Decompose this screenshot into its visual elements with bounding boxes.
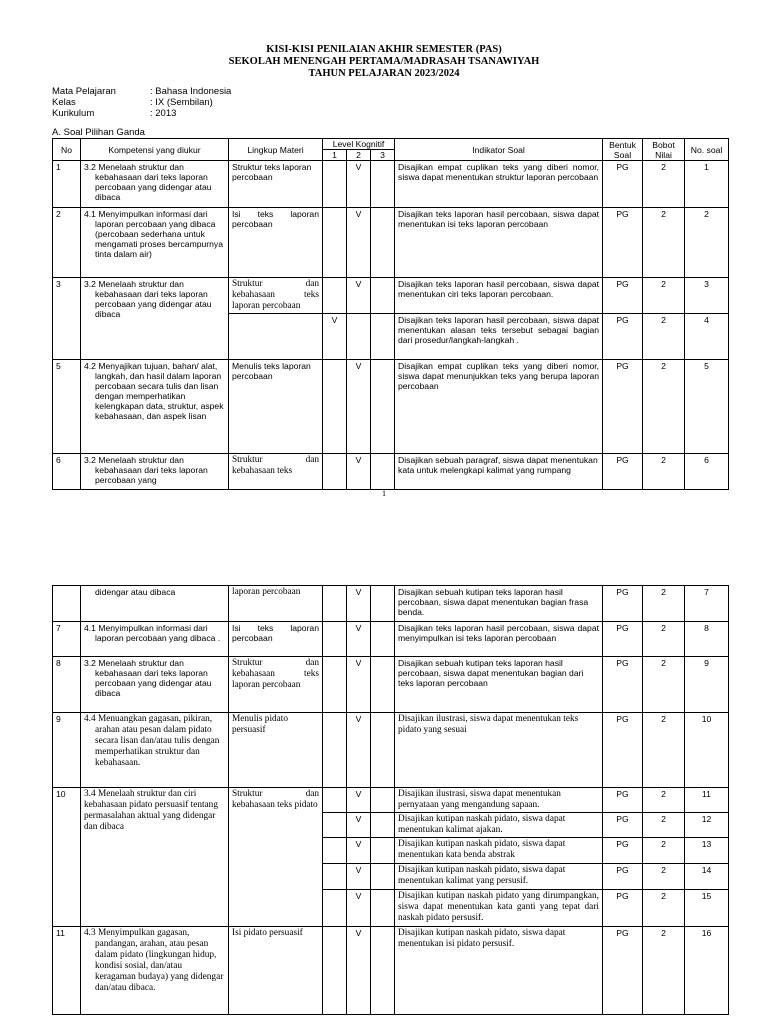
meta-row-class — [52, 97, 768, 108]
cell-bentuk: PG — [603, 813, 643, 838]
cell-bobot: 2 — [643, 713, 685, 788]
cell-level-2 — [347, 314, 371, 360]
cell-bobot: 2 — [643, 278, 685, 314]
meta-value: : IX (Sembilan) — [150, 97, 213, 108]
cell-level-2: V — [347, 208, 371, 278]
cell-nosoal: 13 — [685, 838, 729, 864]
cell-no: 11 — [53, 927, 81, 1015]
cell-bobot: 2 — [643, 314, 685, 360]
cell-bentuk: PG — [603, 360, 643, 454]
cell-nosoal: 3 — [685, 278, 729, 314]
cell-level-1 — [323, 657, 347, 713]
cell-nosoal: 11 — [685, 788, 729, 813]
col-header-no: No — [53, 139, 81, 161]
cell-bentuk: PG — [603, 314, 643, 360]
cell-nosoal: 4 — [685, 314, 729, 360]
cell-indikator: Disajikan teks laporan hasil percobaan, siswa dapat menentukan alasan teks tersebut sebagai bagian dari prosedur/langkah-langkah . — [395, 314, 603, 360]
table-header-row — [53, 139, 729, 150]
cell-level-1 — [323, 278, 347, 314]
cell-level-3 — [371, 657, 395, 713]
cell-materi: laporan percobaan — [229, 586, 323, 622]
section-title: A. Soal Pilihan Ganda — [52, 127, 145, 138]
cell-level-2: V — [347, 927, 371, 1015]
cell-indikator: Disajikan kutipan naskah pidato, siswa dapat menentukan isi pidato persusif. — [395, 927, 603, 1015]
cell-bentuk: PG — [603, 838, 643, 864]
document-header — [0, 44, 768, 80]
header-title: KISI-KISI PENILAIAN AKHIR SEMESTER (PAS) — [266, 44, 502, 55]
cell-nosoal: 8 — [685, 622, 729, 657]
page-number: 1 — [382, 489, 386, 498]
table-row — [53, 278, 729, 314]
col-header-indikator: Indikator Soal — [395, 139, 603, 161]
cell-nosoal: 2 — [685, 208, 729, 278]
cell-bobot: 2 — [643, 813, 685, 838]
cell-bentuk: PG — [603, 657, 643, 713]
cell-no: 9 — [53, 713, 81, 788]
col-header-materi: Lingkup Materi — [229, 139, 323, 161]
cell-level-3 — [371, 864, 395, 890]
col-header-level-2: 2 — [347, 150, 371, 161]
cell-nosoal: 6 — [685, 454, 729, 490]
cell-level-2: V — [347, 890, 371, 927]
cell-no: 1 — [53, 161, 81, 208]
cell-indikator: Disajikan teks laporan hasil percobaan, siswa dapat menyimpulkan isi teks laporan percobaan — [395, 622, 603, 657]
cell-level-1: V — [323, 314, 347, 360]
cell-level-3 — [371, 713, 395, 788]
cell-level-1 — [323, 360, 347, 454]
cell-indikator: Disajikan teks laporan hasil percobaan, siswa dapat menentukan isi teks laporan percobaan — [395, 208, 603, 278]
cell-bobot: 2 — [643, 927, 685, 1015]
cell-indikator: Disajikan kutipan naskah pidato, siswa dapat menentukan kalimat yang persusif. — [395, 864, 603, 890]
cell-bobot: 2 — [643, 788, 685, 813]
meta-value: : Bahasa Indonesia — [150, 86, 232, 97]
cell-kd: 3.2 Menelaah struktur dan kebahasaan dari teks laporan percobaan yang didengar atau dibaca — [81, 278, 229, 360]
cell-kd: 3.4 Menelaah struktur dan ciri kebahasaan pidato persuasif tentang permasalahan aktual yang didengar dan dibaca — [81, 788, 229, 927]
cell-level-3 — [371, 360, 395, 454]
table-row — [53, 454, 729, 490]
cell-level-3 — [371, 838, 395, 864]
cell-kd: 3.2 Menelaah struktur dan kebahasaan dari teks laporan percobaan yang — [81, 454, 229, 490]
cell-materi: Isi pidato persuasif — [229, 927, 323, 1015]
cell-no: 7 — [53, 622, 81, 657]
cell-materi — [229, 314, 323, 360]
col-header-bobot: Bobot Nilai — [643, 139, 685, 161]
header-school: SEKOLAH MENENGAH PERTAMA/MADRASAH TSANAWIYAH — [228, 56, 540, 67]
cell-indikator: Disajikan sebuah kutipan teks laporan hasil percobaan, siswa dapat menentukan bagian frasa benda. — [395, 586, 603, 622]
cell-bobot: 2 — [643, 657, 685, 713]
meta-label: Mata Pelajaran — [52, 86, 116, 97]
cell-no — [53, 586, 81, 622]
cell-bentuk: PG — [603, 713, 643, 788]
document-meta — [52, 86, 768, 119]
cell-level-3 — [371, 622, 395, 657]
cell-level-3 — [371, 586, 395, 622]
col-header-level: Level Kognitif — [323, 139, 395, 150]
cell-level-3 — [371, 788, 395, 813]
cell-bentuk: PG — [603, 586, 643, 622]
cell-level-2: V — [347, 161, 371, 208]
cell-level-2: V — [347, 788, 371, 813]
cell-bentuk: PG — [603, 454, 643, 490]
cell-indikator: Disajikan sebuah paragraf, siswa dapat menentukan kata untuk melengkapi kalimat yang rumpang — [395, 454, 603, 490]
cell-level-1 — [323, 622, 347, 657]
cell-kd: 4.1 Menyimpulkan informasi dari laporan percobaan yang dibaca . — [81, 622, 229, 657]
table-row — [53, 788, 729, 813]
cell-materi: Struktur dan kebahasaan teks pidato — [229, 788, 323, 927]
cell-bentuk: PG — [603, 278, 643, 314]
cell-level-3 — [371, 314, 395, 360]
table-row — [53, 927, 729, 1015]
cell-bentuk: PG — [603, 927, 643, 1015]
cell-level-3 — [371, 813, 395, 838]
cell-level-3 — [371, 890, 395, 927]
cell-nosoal: 12 — [685, 813, 729, 838]
meta-label: Kurikulum — [52, 108, 95, 119]
cell-level-2: V — [347, 713, 371, 788]
cell-no: 10 — [53, 788, 81, 927]
cell-level-3 — [371, 927, 395, 1015]
cell-indikator: Disajikan empat cuplikan teks yang diberi nomor, siswa dapat menentukan struktur laporan percobaan — [395, 161, 603, 208]
cell-level-2: V — [347, 278, 371, 314]
cell-materi: Menulis pidato persuasif — [229, 713, 323, 788]
table-row — [53, 713, 729, 788]
col-header-nosoal: No. soal — [685, 139, 729, 161]
cell-level-1 — [323, 454, 347, 490]
cell-bobot: 2 — [643, 890, 685, 927]
table-row — [53, 586, 729, 622]
cell-nosoal: 16 — [685, 927, 729, 1015]
cell-kd: 4.3 Menyimpulkan gagasan, pandangan, arahan, atau pesan dalam pidato (lingkungan hidup, kondisi sosial, dan/atau keragaman budaya) yang didengar dan/atau dibaca. — [81, 927, 229, 1015]
table-row — [53, 657, 729, 713]
cell-bentuk: PG — [603, 788, 643, 813]
cell-indikator: Disajikan kutipan naskah pidato yang dirumpangkan, siswa dapat menentukan kata ganti yang tepat dari naskah pidato persusif. — [395, 890, 603, 927]
cell-level-3 — [371, 208, 395, 278]
cell-level-3 — [371, 161, 395, 208]
meta-row-curriculum — [52, 108, 768, 119]
table-row — [53, 360, 729, 454]
cell-level-2: V — [347, 813, 371, 838]
cell-bobot: 2 — [643, 454, 685, 490]
cell-materi: Menulis teks laporan percobaan — [229, 360, 323, 454]
cell-bobot: 2 — [643, 586, 685, 622]
cell-bobot: 2 — [643, 208, 685, 278]
grid-table-page-2 — [52, 585, 729, 1015]
cell-nosoal: 1 — [685, 161, 729, 208]
cell-no: 6 — [53, 454, 81, 490]
cell-bentuk: PG — [603, 208, 643, 278]
cell-level-1 — [323, 813, 347, 838]
cell-level-1 — [323, 788, 347, 813]
cell-kd: didengar atau dibaca — [81, 586, 229, 622]
cell-indikator: Disajikan ilustrasi, siswa dapat menentukan pernyataan yang mengandung sapaan. — [395, 788, 603, 813]
meta-row-subject — [52, 86, 768, 97]
col-header-level-1: 1 — [323, 150, 347, 161]
cell-level-3 — [371, 454, 395, 490]
cell-no: 3 — [53, 278, 81, 360]
cell-kd: 4.2 Menyajikan tujuan, bahan/ alat, langkah, dan hasil dalam laporan percobaan secara tulis dan lisan dengan memperhatikan kelengkapan data, struktur, aspek kebahasaan, dan aspek lisan — [81, 360, 229, 454]
document-page-2 — [0, 515, 768, 1024]
cell-materi: Struktur teks laporan percobaan — [229, 161, 323, 208]
cell-level-1 — [323, 586, 347, 622]
cell-level-2: V — [347, 454, 371, 490]
cell-materi: Struktur dan kebahasaan teks — [229, 454, 323, 490]
cell-kd: 4.4 Menuangkan gagasan, pikiran, arahan atau pesan dalam pidato secara lisan dan/atau tulis dengan memperhatikan struktur dan kebahasaan. — [81, 713, 229, 788]
cell-indikator: Disajikan sebuah kutipan teks laporan hasil percobaan, siswa dapat menentukan bagian dari teks laporan percobaan — [395, 657, 603, 713]
cell-materi: Isi teks laporan percobaan — [229, 622, 323, 657]
cell-no: 5 — [53, 360, 81, 454]
cell-materi: Struktur dan kebahasaan teks laporan percobaan — [229, 657, 323, 713]
cell-level-2: V — [347, 657, 371, 713]
cell-bentuk: PG — [603, 622, 643, 657]
grid-table-page-1 — [52, 138, 729, 490]
cell-level-1 — [323, 208, 347, 278]
cell-nosoal: 14 — [685, 864, 729, 890]
cell-bentuk: PG — [603, 161, 643, 208]
cell-no: 2 — [53, 208, 81, 278]
cell-level-1 — [323, 864, 347, 890]
table-row — [53, 622, 729, 657]
cell-level-1 — [323, 161, 347, 208]
cell-bobot: 2 — [643, 622, 685, 657]
table-row — [53, 161, 729, 208]
cell-bobot: 2 — [643, 161, 685, 208]
table-row — [53, 208, 729, 278]
cell-indikator: Disajikan kutipan naskah pidato, siswa dapat menentukan kalimat ajakan. — [395, 813, 603, 838]
cell-level-1 — [323, 713, 347, 788]
cell-indikator: Disajikan kutipan naskah pidato, siswa dapat menentukan kata benda abstrak — [395, 838, 603, 864]
cell-nosoal: 5 — [685, 360, 729, 454]
cell-nosoal: 10 — [685, 713, 729, 788]
meta-value: : 2013 — [150, 108, 177, 119]
cell-kd: 4.1 Menyimpulkan informasi dari laporan percobaan yang dibaca (percobaan sederhana untuk mengamati proses bercampurnya tinta dalam air) — [81, 208, 229, 278]
header-year: TAHUN PELAJARAN 2023/2024 — [308, 68, 460, 79]
col-header-kd: Kompetensi yang diukur — [81, 139, 229, 161]
cell-nosoal: 7 — [685, 586, 729, 622]
cell-bentuk: PG — [603, 890, 643, 927]
cell-indikator: Disajikan ilustrasi, siswa dapat menentukan teks pidato yang sesuai — [395, 713, 603, 788]
cell-kd: 3.2 Menelaah struktur dan kebahasaan dari teks laporan percobaan yang didengar atau dibaca — [81, 161, 229, 208]
col-header-bentuk: Bentuk Soal — [603, 139, 643, 161]
cell-level-2: V — [347, 586, 371, 622]
cell-level-1 — [323, 838, 347, 864]
cell-materi: Struktur dan kebahasaan teks laporan percobaan — [229, 278, 323, 314]
col-header-level-3: 3 — [371, 150, 395, 161]
cell-level-1 — [323, 890, 347, 927]
cell-level-3 — [371, 278, 395, 314]
cell-level-2: V — [347, 864, 371, 890]
cell-bentuk: PG — [603, 864, 643, 890]
cell-nosoal: 15 — [685, 890, 729, 927]
cell-level-2: V — [347, 622, 371, 657]
meta-label: Kelas — [52, 97, 76, 108]
cell-level-2: V — [347, 360, 371, 454]
cell-bobot: 2 — [643, 838, 685, 864]
cell-indikator: Disajikan teks laporan hasil percobaan, siswa dapat menentukan ciri teks laporan percobaan. — [395, 278, 603, 314]
cell-no: 8 — [53, 657, 81, 713]
cell-level-2: V — [347, 838, 371, 864]
cell-indikator: Disajikan empat cuplikan teks yang diberi nomor, siswa dapat menunjukkan teks yang berupa laporan percobaan — [395, 360, 603, 454]
cell-bobot: 2 — [643, 360, 685, 454]
cell-materi: Isi teks laporan percobaan — [229, 208, 323, 278]
cell-kd: 3.2 Menelaah struktur dan kebahasaan dari teks laporan percobaan yang didengar atau dibaca — [81, 657, 229, 713]
cell-level-1 — [323, 927, 347, 1015]
cell-nosoal: 9 — [685, 657, 729, 713]
cell-bobot: 2 — [643, 864, 685, 890]
